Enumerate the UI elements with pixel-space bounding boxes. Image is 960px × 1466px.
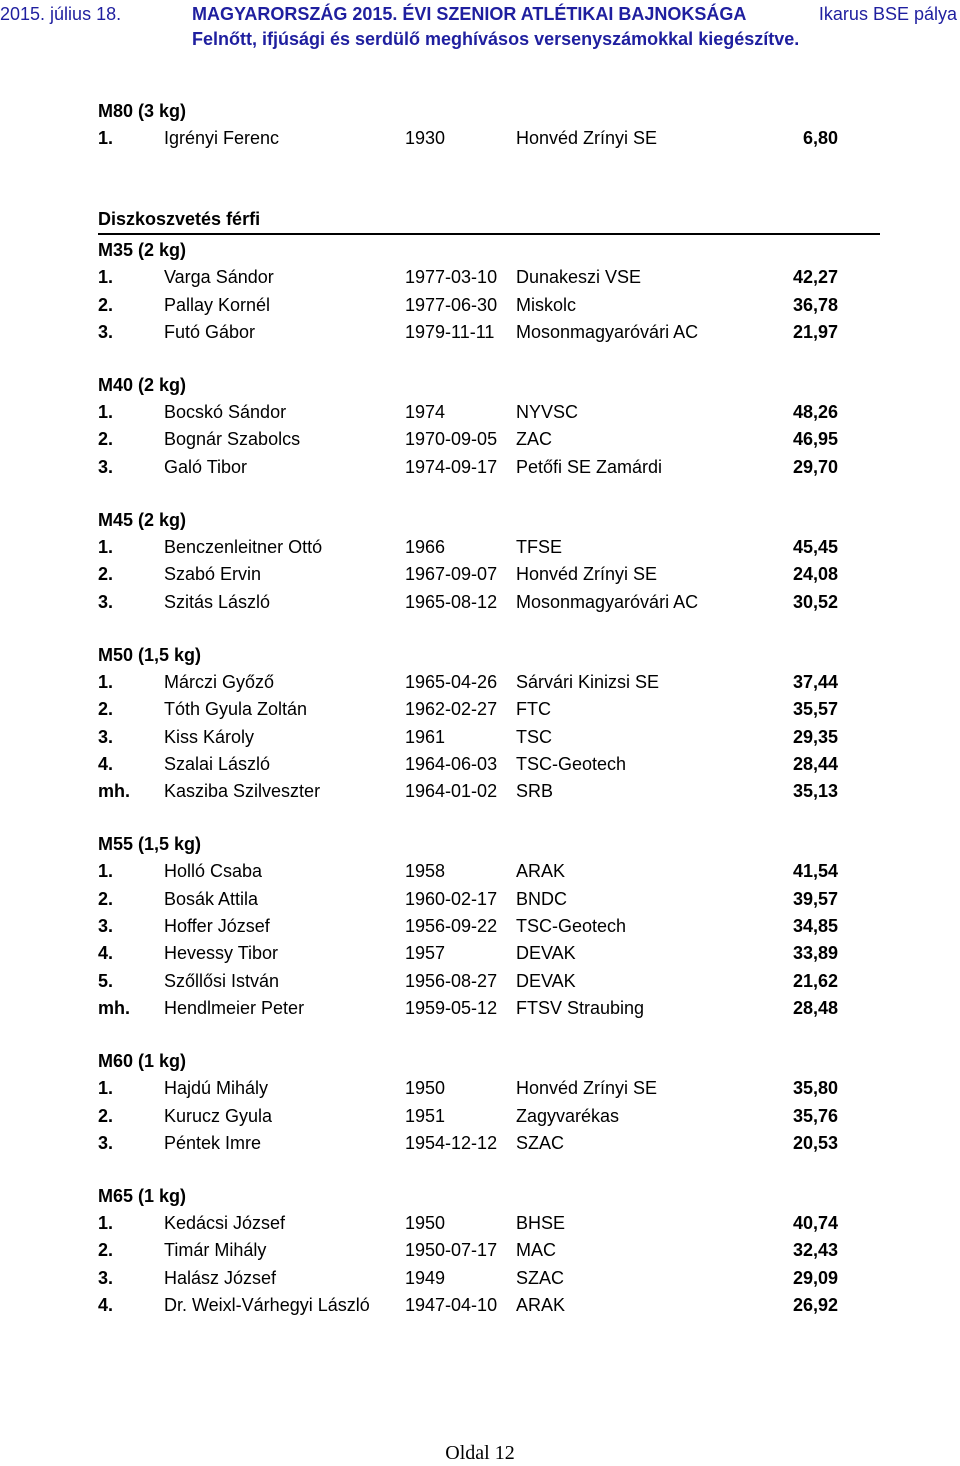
results-content	[98, 98, 880, 1319]
header-date: 2015. július 18.	[0, 4, 122, 24]
result: 21,62	[792, 970, 838, 991]
athlete-name: Timár Mihály	[164, 1240, 267, 1261]
result-row	[98, 561, 880, 588]
result-row	[98, 1075, 880, 1102]
club: TSC	[516, 726, 552, 747]
result-row	[98, 751, 880, 778]
group-title: M35 (2 kg)	[98, 240, 187, 261]
birth-date: 1947-04-10	[405, 1295, 498, 1316]
place: 4.	[98, 753, 114, 774]
birth-date: 1966	[405, 537, 446, 558]
athlete-name: Hajdú Mihály	[164, 1078, 269, 1099]
event-heading	[98, 206, 880, 235]
athlete-name: Tóth Gyula Zoltán	[164, 699, 308, 720]
birth-date: 1965-08-12	[405, 591, 498, 612]
result: 35,76	[792, 1105, 838, 1126]
place: 2.	[98, 699, 114, 720]
club: Zagyvarékas	[516, 1105, 620, 1126]
athlete-name: Varga Sándor	[164, 267, 274, 288]
result-row	[98, 1292, 880, 1319]
group-title: M80 (3 kg)	[98, 101, 187, 121]
birth-date: 1956-09-22	[405, 916, 498, 937]
club: TSC-Geotech	[516, 753, 627, 774]
club: Petőfi SE Zamárdi	[516, 456, 663, 477]
header-title: MAGYARORSZÁG 2015. ÉVI SZENIOR ATLÉTIKAI BAJNOKSÁGA	[192, 4, 747, 24]
athlete-name: Pallay Kornél	[164, 294, 271, 315]
club: FTSV Straubing	[516, 997, 645, 1018]
result-row	[98, 696, 880, 723]
athlete-name: Márczi Győző	[164, 671, 275, 692]
birth-date: 1977-06-30	[405, 294, 498, 315]
club: Dunakeszi VSE	[516, 267, 642, 288]
birth-date: 1956-08-27	[405, 970, 498, 991]
result: 28,48	[792, 997, 838, 1018]
result: 32,43	[792, 1240, 838, 1261]
result: 34,85	[792, 916, 838, 937]
result-row	[98, 1237, 880, 1264]
birth-date: 1974	[405, 402, 446, 423]
birth-date: 1970-09-05	[405, 429, 498, 450]
birth-date: 1930	[405, 128, 446, 148]
birth-date: 1949	[405, 1267, 446, 1288]
group-title: M50 (1,5 kg)	[98, 644, 202, 665]
result-row	[98, 886, 880, 913]
result-row	[98, 940, 880, 967]
result-row	[98, 454, 880, 481]
athlete-name: Igrényi Ferenc	[164, 128, 280, 148]
athlete-name: Halász József	[164, 1267, 277, 1288]
birth-date: 1958	[405, 861, 446, 882]
club: BNDC	[516, 888, 568, 909]
result: 24,08	[792, 564, 838, 585]
result-row	[98, 1265, 880, 1292]
place: 3.	[98, 1267, 114, 1288]
athlete-name: Futó Gábor	[164, 321, 256, 342]
club: NYVSC	[516, 402, 579, 423]
result: 21,97	[792, 321, 838, 342]
result: 28,44	[792, 753, 838, 774]
result-row	[98, 1130, 880, 1157]
athlete-name: Galó Tibor	[164, 456, 248, 477]
result-row	[98, 968, 880, 995]
athlete-name: Dr. Weixl-Várhegyi László	[164, 1295, 370, 1316]
page-number: Oldal 12	[445, 1442, 515, 1464]
athlete-name: Kasziba Szilveszter	[164, 781, 321, 802]
group-title: M45 (2 kg)	[98, 510, 187, 531]
club: Sárvári Kinizsi SE	[516, 671, 660, 692]
place: 4.	[98, 1295, 114, 1316]
club: Miskolc	[516, 294, 577, 315]
athlete-name: Bocskó Sándor	[164, 402, 287, 423]
birth-date: 1954-12-12	[405, 1132, 498, 1153]
result: 35,80	[792, 1078, 838, 1099]
place: 3.	[98, 1132, 114, 1153]
birth-date: 1977-03-10	[405, 267, 498, 288]
result: 33,89	[792, 943, 838, 964]
club: ZAC	[516, 429, 552, 450]
result-row	[98, 426, 880, 453]
result: 40,74	[792, 1213, 838, 1234]
event-title: Diszkoszvetés férfi	[98, 209, 261, 230]
result-row	[98, 724, 880, 751]
result: 29,35	[792, 726, 838, 747]
place: 1.	[98, 861, 114, 882]
place: 5.	[98, 970, 114, 991]
result: 20,53	[792, 1132, 838, 1153]
club: TFSE	[516, 537, 563, 558]
athlete-name: Benczenleitner Ottó	[164, 537, 323, 558]
group-title: M60 (1 kg)	[98, 1051, 187, 1072]
result-row	[98, 913, 880, 940]
athlete-name: Holló Csaba	[164, 861, 263, 882]
birth-date: 1967-09-07	[405, 564, 498, 585]
birth-date: 1964-06-03	[405, 753, 498, 774]
header-venue: Ikarus BSE pálya	[818, 4, 957, 24]
result-row	[98, 1103, 880, 1130]
result-row	[98, 125, 880, 152]
club: FTC	[516, 699, 551, 720]
result: 45,45	[792, 537, 838, 558]
birth-date: 1951	[405, 1105, 446, 1126]
result: 46,95	[792, 429, 838, 450]
result: 26,92	[792, 1295, 838, 1316]
birth-date: 1964-01-02	[405, 781, 498, 802]
result-row	[98, 669, 880, 696]
athlete-name: Hendlmeier Peter	[164, 997, 305, 1018]
result: 37,44	[792, 671, 838, 692]
place: 3.	[98, 321, 114, 342]
club: SZAC	[516, 1267, 565, 1288]
birth-date: 1960-02-17	[405, 888, 498, 909]
athlete-name: Hoffer József	[164, 916, 270, 937]
club: SZAC	[516, 1132, 565, 1153]
athlete-name: Szabó Ervin	[164, 564, 262, 585]
club: TSC-Geotech	[516, 916, 627, 937]
place: 1.	[98, 128, 114, 148]
result: 6,80	[802, 128, 838, 148]
result-row	[98, 534, 880, 561]
place: 2.	[98, 1105, 114, 1126]
result: 35,57	[792, 699, 838, 720]
result: 29,70	[792, 456, 838, 477]
athlete-name: Bosák Attila	[164, 888, 259, 909]
place: 2.	[98, 564, 114, 585]
birth-date: 1950	[405, 1213, 446, 1234]
place: 3.	[98, 916, 114, 937]
result-row	[98, 399, 880, 426]
birth-date: 1950	[405, 1078, 446, 1099]
place: 2.	[98, 1240, 114, 1261]
place: 1.	[98, 402, 114, 423]
club: Honvéd Zrínyi SE	[516, 1078, 658, 1099]
athlete-name: Szitás László	[164, 591, 271, 612]
birth-date: 1965-04-26	[405, 671, 498, 692]
result: 39,57	[792, 888, 838, 909]
header-subtitle: Felnőtt, ifjúsági és serdülő meghívásos versenyszámokkal kiegészítve.	[192, 29, 800, 49]
birth-date: 1950-07-17	[405, 1240, 498, 1261]
result-row	[98, 995, 880, 1022]
place: 2.	[98, 294, 114, 315]
result: 29,09	[792, 1267, 838, 1288]
place: 1.	[98, 1078, 114, 1099]
birth-date: 1961	[405, 726, 446, 747]
place: 3.	[98, 591, 114, 612]
birth-date: 1957	[405, 943, 446, 964]
place: 2.	[98, 429, 114, 450]
result: 35,13	[792, 781, 838, 802]
result: 42,27	[792, 267, 838, 288]
club: DEVAK	[516, 943, 576, 964]
place: mh.	[98, 781, 131, 802]
club: Honvéd Zrínyi SE	[516, 128, 658, 148]
club: ARAK	[516, 861, 566, 882]
result: 30,52	[792, 591, 838, 612]
place: 3.	[98, 726, 114, 747]
club: Honvéd Zrínyi SE	[516, 564, 658, 585]
place: 1.	[98, 671, 114, 692]
age-groups	[98, 237, 880, 1319]
place: 2.	[98, 888, 114, 909]
result-row	[98, 319, 880, 346]
club: Mosonmagyaróvári AC	[516, 591, 699, 612]
athlete-name: Kiss Károly	[164, 726, 255, 747]
club: ARAK	[516, 1295, 566, 1316]
birth-date: 1974-09-17	[405, 456, 498, 477]
result-row	[98, 778, 880, 805]
athlete-name: Kedácsi József	[164, 1213, 286, 1234]
birth-date: 1962-02-27	[405, 699, 498, 720]
athlete-name: Szalai László	[164, 753, 271, 774]
place: 1.	[98, 267, 114, 288]
page-header	[0, 0, 960, 52]
club: Mosonmagyaróvári AC	[516, 321, 699, 342]
club: MAC	[516, 1240, 556, 1261]
place: 1.	[98, 537, 114, 558]
result-row	[98, 858, 880, 885]
result: 36,78	[792, 294, 838, 315]
athlete-name: Péntek Imre	[164, 1132, 262, 1153]
athlete-name: Hevessy Tibor	[164, 943, 279, 964]
athlete-name: Szőllősi István	[164, 970, 280, 991]
birth-date: 1959-05-12	[405, 997, 498, 1018]
result-row	[98, 292, 880, 319]
athlete-name: Kurucz Gyula	[164, 1105, 273, 1126]
result-row	[98, 264, 880, 291]
birth-date: 1979-11-11	[405, 321, 495, 342]
club: DEVAK	[516, 970, 576, 991]
result: 48,26	[792, 402, 838, 423]
place: 1.	[98, 1213, 114, 1234]
group-title: M65 (1 kg)	[98, 1186, 187, 1207]
place: 3.	[98, 456, 114, 477]
club: BHSE	[516, 1213, 566, 1234]
result-row	[98, 1210, 880, 1237]
group-title: M55 (1,5 kg)	[98, 834, 202, 855]
group-title: M40 (2 kg)	[98, 375, 187, 396]
club: SRB	[516, 781, 554, 802]
place: mh.	[98, 997, 131, 1018]
result: 41,54	[792, 861, 838, 882]
place: 4.	[98, 943, 114, 964]
athlete-name: Bognár Szabolcs	[164, 429, 301, 450]
result-row	[98, 589, 880, 616]
